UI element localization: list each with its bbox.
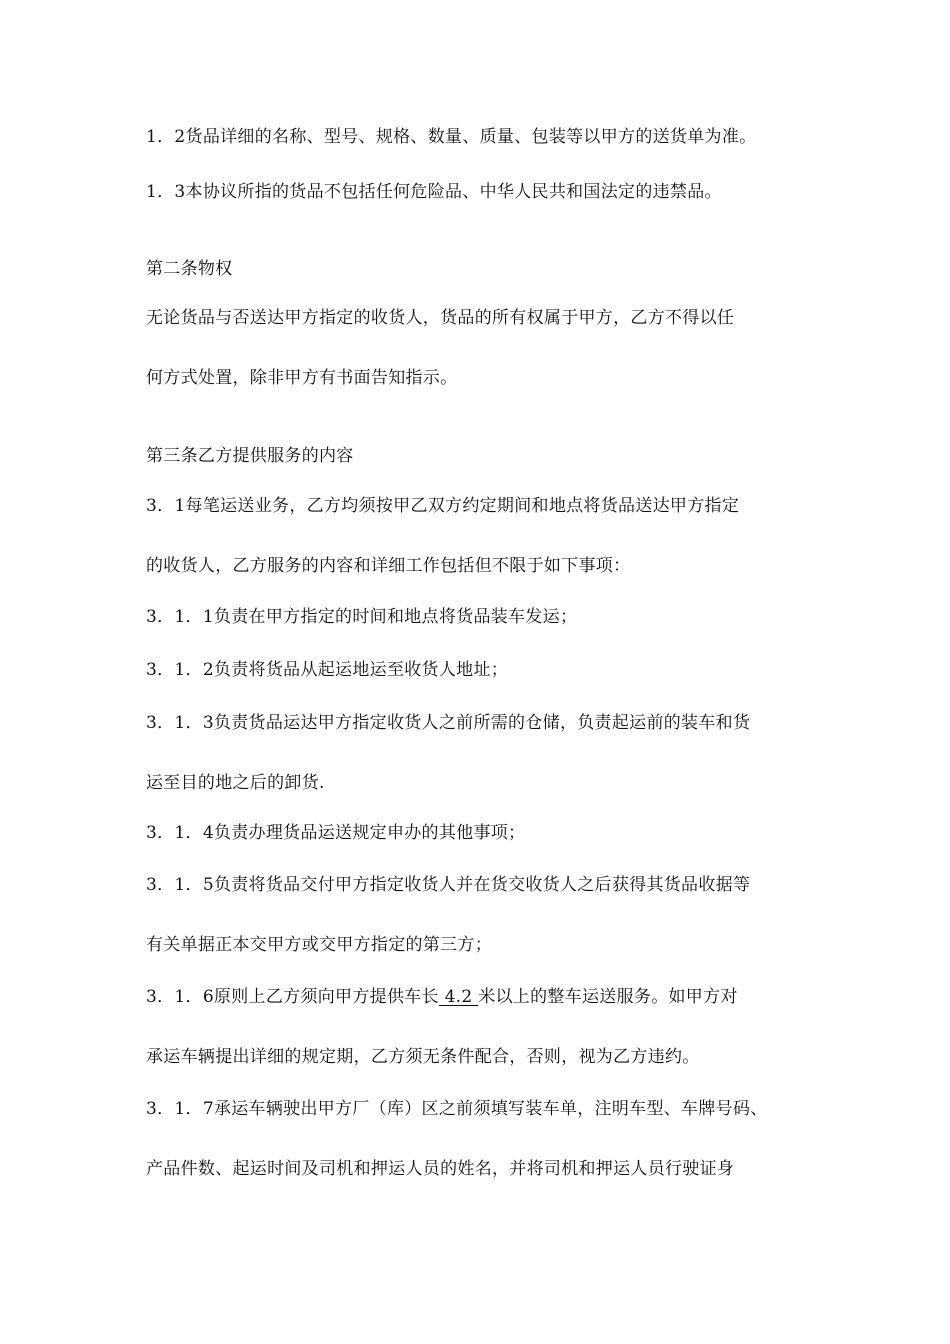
clause-3-1-7-line-1: 3．1．7承运车辆驶出甲方厂（库）区之前须填写装车单，注明车型、车牌号码、 — [146, 1099, 768, 1119]
clause-3-1-6-before: 3．1．6原则上乙方须向甲方提供车长 — [146, 987, 439, 1007]
clause-3-1-6-after: 米以上的整车运送服务。如甲方对 — [478, 987, 738, 1007]
clause-3-1-line-2: 的收货人，乙方服务的内容和详细工作包括但不限于如下事项： — [146, 556, 631, 576]
clause-3-1-3-line-1: 3．1．3负责货品运达甲方指定收货人之前所需的仓储，负责起运前的装车和货 — [146, 713, 751, 733]
clause-3-1-1: 3．1．1负责在甲方指定的时间和地点将货品装车发运； — [146, 607, 578, 627]
vehicle-length-value: 4.2 — [438, 987, 479, 1007]
article-3-heading: 第三条乙方提供服务的内容 — [146, 446, 354, 466]
clause-3-1-2: 3．1．2负责将货品从起运地运至收货人地址； — [146, 660, 509, 680]
clause-3-1-4: 3．1．4负责办理货品运送规定申办的其他事项； — [146, 823, 526, 843]
clause-3-1-line-1: 3．1每笔运送业务，乙方均须按甲乙双方约定期间和地点将货品送达甲方指定 — [146, 496, 740, 516]
clause-1-3: 1．3本协议所指的货品不包括任何危险品、中华人民共和国法定的违禁品。 — [146, 182, 722, 202]
clause-3-1-5-line-2: 有关单据正本交甲方或交甲方指定的第三方； — [146, 935, 492, 955]
article-2-heading: 第二条物权 — [146, 259, 233, 279]
clause-3-1-5-line-1: 3．1．5负责将货品交付甲方指定收货人并在货交收货人之后获得其货品收据等 — [146, 875, 751, 895]
clause-1-2: 1．2货品详细的名称、型号、规格、数量、质量、包装等以甲方的送货单为准。 — [146, 127, 757, 147]
article-2-text-line-1: 无论货品与否送达甲方指定的收货人，货品的所有权属于甲方，乙方不得以任 — [146, 308, 735, 328]
article-2-text-line-2: 何方式处置，除非甲方有书面告知指示。 — [146, 368, 458, 388]
clause-3-1-3-line-2: 运至目的地之后的卸货. — [146, 773, 325, 793]
clause-3-1-7-line-2: 产品件数、起运时间及司机和押运人员的姓名，并将司机和押运人员行驶证身 — [146, 1159, 735, 1179]
clause-3-1-6-line-1 — [146, 985, 738, 1009]
clause-3-1-6-line-2: 承运车辆提出详细的规定期，乙方须无条件配合，否则，视为乙方违约。 — [146, 1047, 700, 1067]
